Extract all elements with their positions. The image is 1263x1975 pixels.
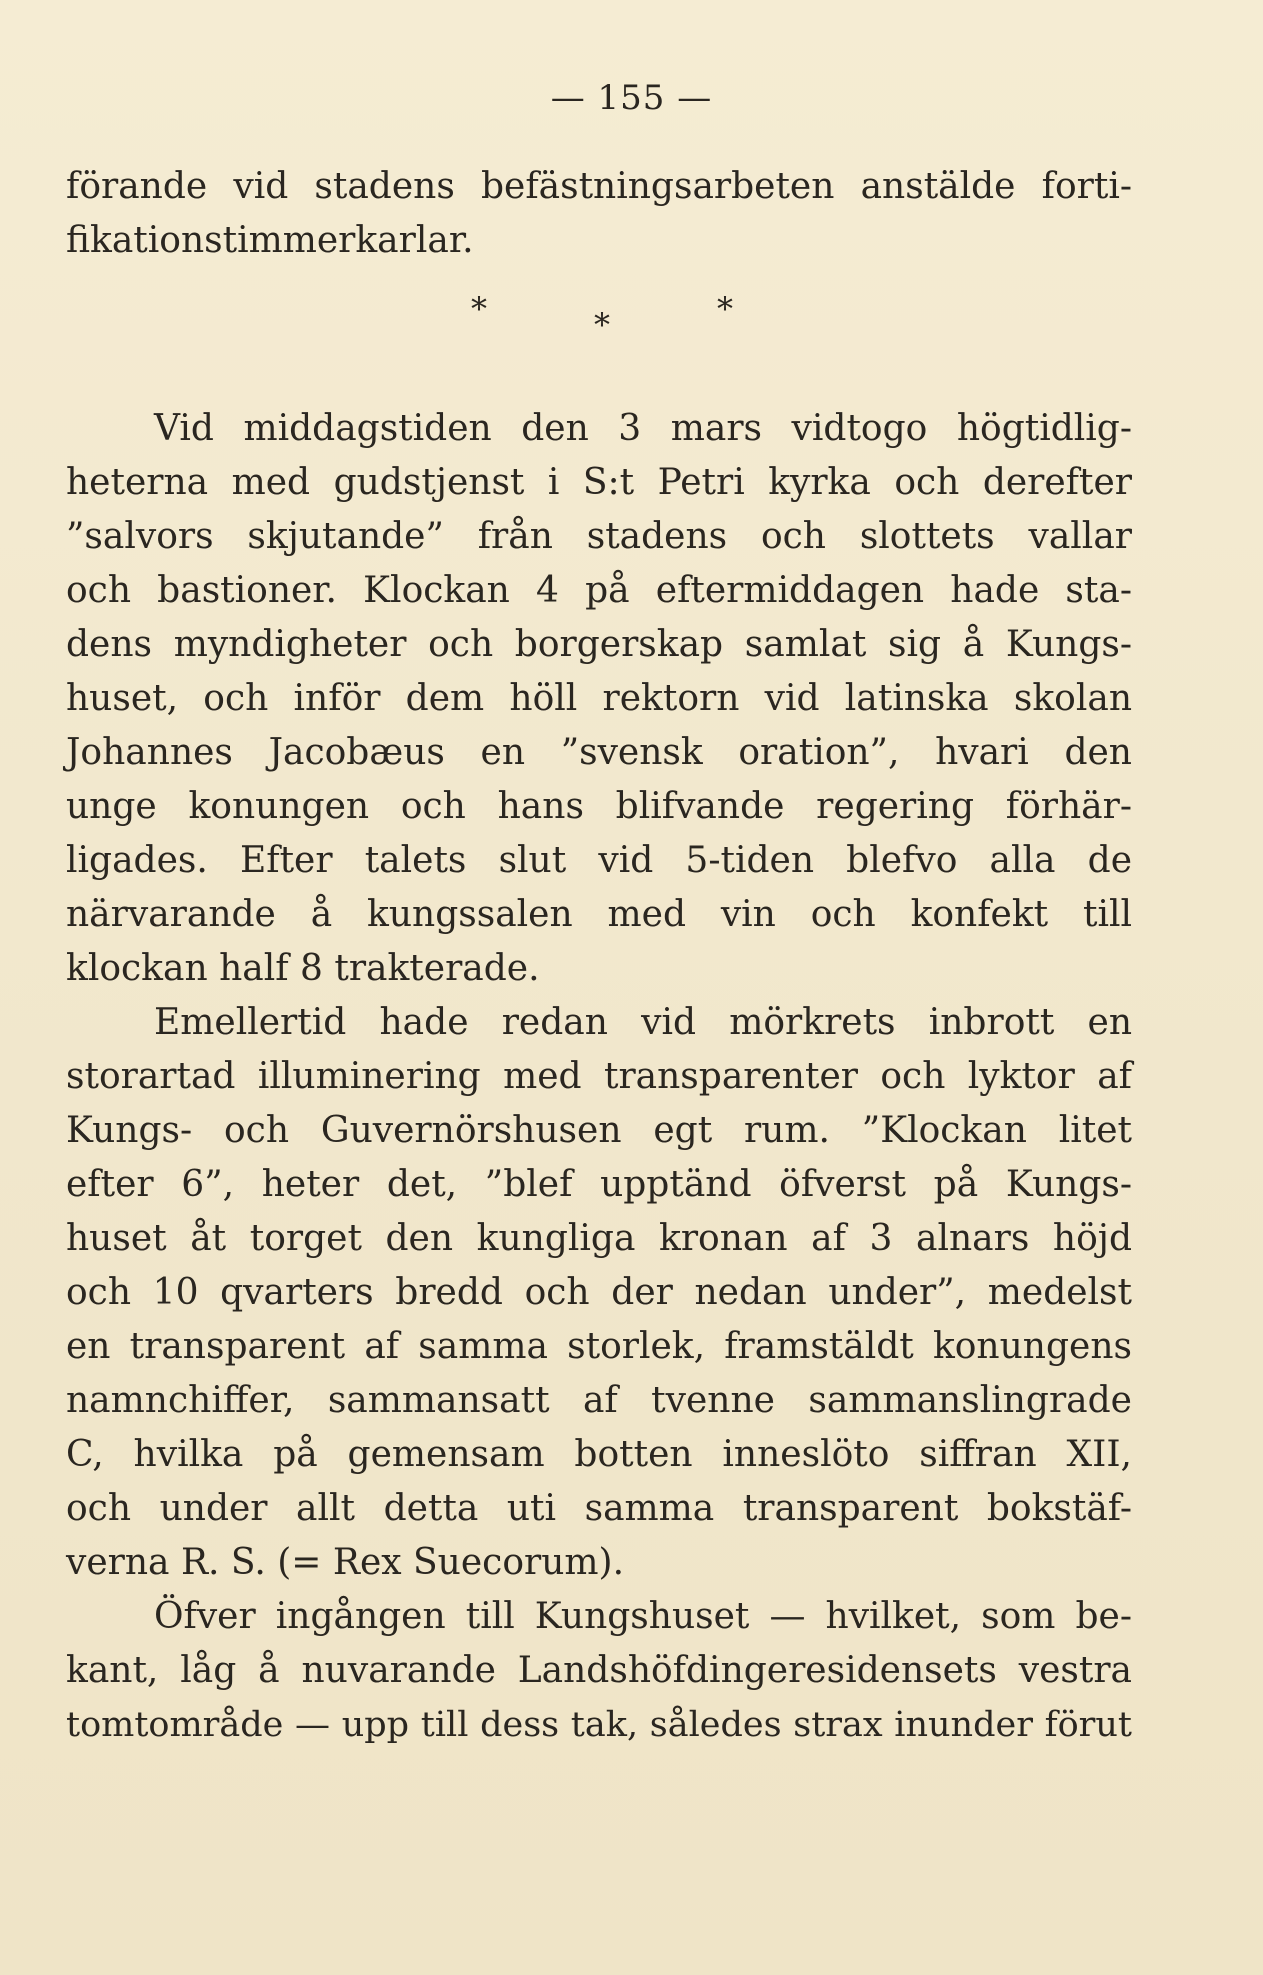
text-line: Vid middagstiden den 3 mars vidtogo högtidlig- <box>154 408 1132 449</box>
text-line: Johannes Jacobæus en ”svensk oration”, hvari den <box>66 732 1132 773</box>
separator-asterisk: * <box>594 306 610 344</box>
section-separator <box>66 268 1132 402</box>
text-line: och under allt detta uti samma transparent bokstäf- <box>66 1488 1132 1529</box>
text-line: dens myndigheter och borgerskap samlat sig å Kungs- <box>66 624 1132 665</box>
separator-asterisk: * <box>717 290 733 328</box>
text-line: huset åt torget den kungliga kronan af 3 alnars höjd <box>66 1218 1132 1259</box>
text-line: en transparent af samma storlek, framstäldt konungens <box>66 1326 1132 1367</box>
text-line: storartad illuminering med transparenter och lyktor af <box>66 1056 1132 1097</box>
text-line: unge konungen och hans blifvande regering förhär- <box>66 786 1132 827</box>
text-line: ”salvors skjutande” från stadens och slottets vallar <box>66 516 1132 557</box>
text-line: Kungs- och Guvernörshusen egt rum. ”Klockan litet <box>66 1110 1132 1151</box>
text-line: namnchiffer, sammansatt af tvenne sammanslingrade <box>66 1380 1132 1421</box>
text-line: ligades. Efter talets slut vid 5-tiden blefvo alla de <box>66 840 1132 881</box>
text-line: klockan half 8 trakterade. <box>66 948 540 989</box>
text-line: efter 6”, heter det, ”blef upptänd öfverst på Kungs- <box>66 1164 1132 1205</box>
text-line: och bastioner. Klockan 4 på eftermiddagen hade sta- <box>66 570 1132 611</box>
text-line: tomtområde — upp till dess tak, således strax inunder förut <box>66 1705 1132 1745</box>
text-line: närvarande å kungssalen med vin och konfekt till <box>66 894 1132 935</box>
text-line: verna R. S. (= Rex Suecorum). <box>66 1542 625 1583</box>
text-line: C, hvilka på gemensam botten inneslöto siffran XII, <box>66 1434 1132 1475</box>
separator-asterisk: * <box>471 290 487 328</box>
body-text <box>66 160 1132 1752</box>
text-line: huset, och inför dem höll rektorn vid latinska skolan <box>66 678 1132 719</box>
text-line: och 10 qvarters bredd och der nedan under”, medelst <box>66 1272 1132 1313</box>
text-line: kant, låg å nuvarande Landshöfdingeresidensets vestra <box>66 1650 1132 1691</box>
text-line: fikationstimmerkarlar. <box>66 220 474 261</box>
text-line: heterna med gudstjenst i S:t Petri kyrka och derefter <box>66 462 1132 503</box>
text-line: förande vid stadens befästningsarbeten anstälde forti- <box>66 166 1132 207</box>
text-line: Öfver ingången till Kungshuset — hvilket, som be- <box>154 1596 1132 1637</box>
page-number: — 155 — <box>550 78 713 118</box>
text-line: Emellertid hade redan vid mörkrets inbrott en <box>154 1002 1132 1043</box>
